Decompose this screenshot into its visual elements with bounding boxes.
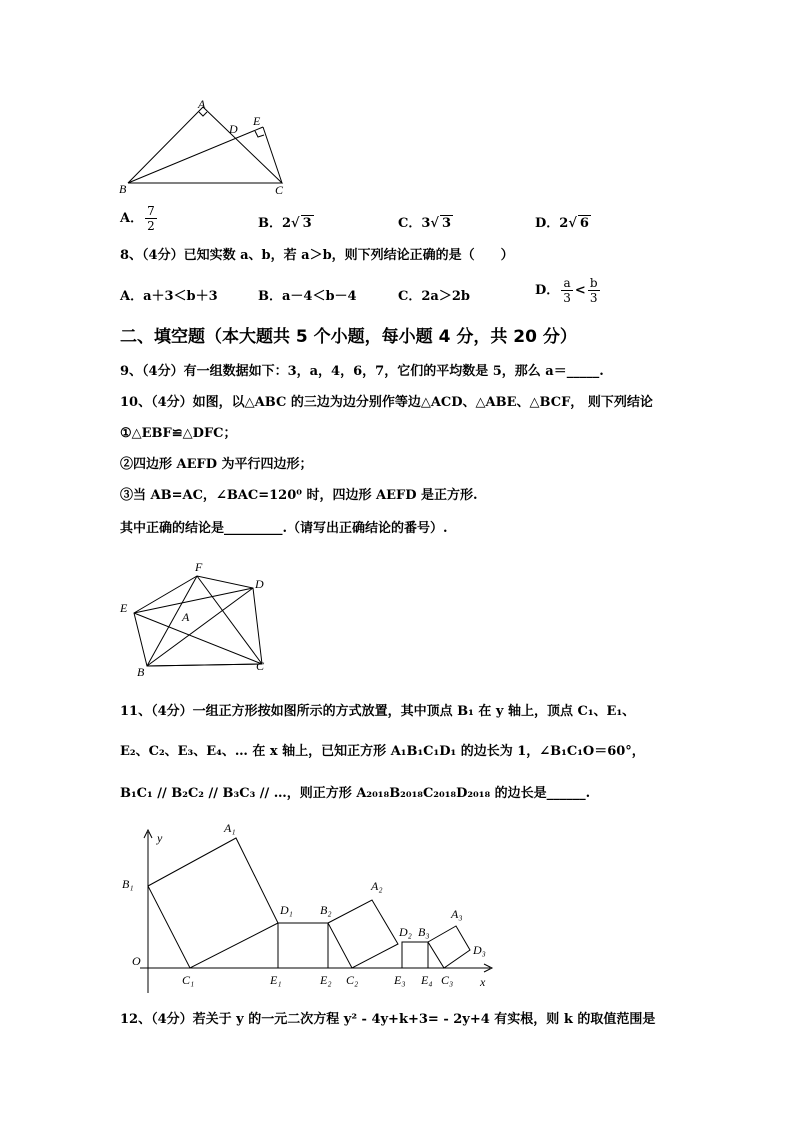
q11-label-b3: B₃ <box>418 925 430 939</box>
q9-text: 9、（4分）有一组数据如下：3，a，4，6，7，它们的平均数是 5，那么 a＝_____. <box>120 364 604 379</box>
q10-stem: 10、（4分）如图，以△ABC 的三边为边分别作等边△ACD、△ABE、△BCF， 则下列结论 <box>120 395 653 410</box>
q11-line-3: B₁C₁ // B₂C₂ // B₃C₃ // …，则正方形 A₂₀₁₈B₂₀₁₈C₂₀₁₈D₂₀₁₈ 的边长是______. <box>120 786 591 801</box>
q11-label-a1: A₁ <box>224 821 236 835</box>
q11-line-2: E₂、C₂、E₃、E₄、… 在 x 轴上，已知正方形 A₁B₁C₁D₁ 的边长为 1，∠B₁C₁O＝60°， <box>120 744 645 759</box>
q10-statement-1: ①△EBF≌△DFC； <box>120 426 237 441</box>
fraction <box>561 276 573 305</box>
q11-label-b1: B₁ <box>122 877 134 891</box>
q10-label-d: D <box>255 577 264 591</box>
q11-label-y: y <box>157 831 163 845</box>
q10-label-c: C <box>256 659 265 673</box>
q11-label-a3: A₃ <box>451 907 463 921</box>
q10-question: 其中正确的结论是_________.（请写出正确结论的番号）. <box>120 521 448 536</box>
q11-label-a2: A₂ <box>371 879 383 893</box>
q8-option-c: C．2a＞2b <box>398 289 470 304</box>
q8-option-d <box>535 276 602 305</box>
fraction-numerator: a <box>561 276 573 291</box>
q10-statement-3: ③当 AB=AC，∠BAC=120⁰ 时，四边形 AEFD 是正方形. <box>120 488 478 503</box>
q12-text: 12、（4分）若关于 y 的一元二次方程 y² - 4y+k+3= - 2y+4 有实根，则 k 的取值范围是 <box>120 1012 656 1027</box>
q8-option-d-prefix: D． <box>535 283 560 298</box>
section-title: 二、填空题（本大题共 5 个小题，每小题 4 分，共 20 分） <box>120 327 577 347</box>
q7-triangle-figure <box>115 95 300 200</box>
fraction-numerator: b <box>589 276 598 290</box>
q11-line-1: 11、（4分）一组正方形按如图所示的方式放置，其中顶点 B₁ 在 y 轴上，顶点 C₁、E₁、 <box>120 704 636 719</box>
q7-label-a: A <box>198 97 206 111</box>
q10-figure <box>112 558 277 678</box>
fraction-denominator: 3 <box>563 291 571 305</box>
q7-label-c: C <box>275 183 284 197</box>
radicand: 3 <box>302 216 312 231</box>
q11-squares-figure <box>118 818 498 998</box>
radicand: 6 <box>579 216 589 231</box>
fraction <box>145 204 157 233</box>
q7-option-b <box>258 212 314 231</box>
sqrt-icon: √ <box>568 216 577 231</box>
q8-option-a: A．a＋3＜b＋3 <box>120 289 218 304</box>
q10-label-e: E <box>120 601 128 615</box>
q7-option-a <box>120 204 159 233</box>
q7-label-b: B <box>119 182 127 196</box>
q11-label-e1: E₁ <box>270 973 282 987</box>
q11-label-b2: B₂ <box>320 903 332 917</box>
q11-label-e2: E₂ <box>320 973 332 987</box>
less-than-sign: < <box>574 283 586 298</box>
q11-label-c2: C₂ <box>346 973 359 987</box>
q11-label-c3: C₃ <box>441 973 454 987</box>
q11-label-d3: D₃ <box>473 943 486 957</box>
sqrt-icon: √ <box>291 216 300 231</box>
q11-label-e3: E₃ <box>394 973 406 987</box>
q10-label-a: A <box>182 610 190 624</box>
q11-label-e4: E₄ <box>421 973 433 987</box>
q11-label-d1: D₁ <box>280 903 293 917</box>
q8-option-b: B．a－4＜b－4 <box>258 289 357 304</box>
q7-option-d <box>535 212 591 231</box>
q7-label-d: D <box>229 122 238 136</box>
q7-option-a-prefix: A． <box>120 211 144 226</box>
q7-option-d-prefix: D．2 <box>535 216 569 231</box>
q11-label-x: x <box>480 975 486 989</box>
q8-stem: 8、（4分）已知实数 a、b，若 a＞b，则下列结论正确的是（ ） <box>120 248 514 263</box>
fraction-denominator: 2 <box>147 219 155 233</box>
q11-label-o: O <box>132 954 141 968</box>
q10-statement-2: ②四边形 AEFD 为平行四边形； <box>120 457 313 472</box>
q10-label-f: F <box>195 560 203 574</box>
fraction-denominator: 3 <box>589 291 598 305</box>
q11-label-c1: C₁ <box>182 973 195 987</box>
fraction-numerator: 7 <box>147 204 155 218</box>
q7-option-c <box>398 212 453 231</box>
fraction <box>588 276 600 305</box>
q10-label-b: B <box>137 665 145 678</box>
q11-label-d2: D₂ <box>399 925 412 939</box>
q7-option-b-prefix: B．2 <box>258 216 292 231</box>
q7-label-e: E <box>253 114 261 128</box>
q7-option-c-prefix: C．3 <box>398 216 431 231</box>
radicand: 3 <box>441 216 451 231</box>
sqrt-icon: √ <box>430 216 439 231</box>
